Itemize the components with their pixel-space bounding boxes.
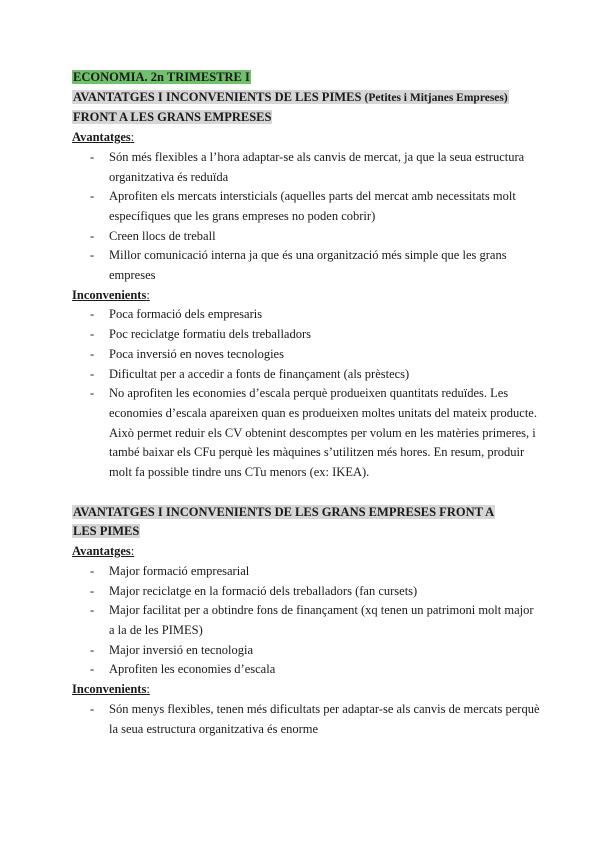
document-title xyxy=(72,68,542,88)
section2-advantages-label: Avantatges: xyxy=(72,544,135,559)
list-item: - Són menys flexibles, tenen més dificultats per adaptar-se als canvis de mercats perquè la seua estructura organitzativa és enorme xyxy=(90,701,540,736)
bullet-dash: - xyxy=(90,603,95,618)
bullet-dash: - xyxy=(90,563,95,578)
bullet-dash: - xyxy=(90,189,95,204)
bullet-dash: - xyxy=(90,701,95,716)
list-item: - Dificultat per a accedir a fonts de finançament (als prèstecs) xyxy=(72,365,542,385)
list-item: - Aprofiten les economies d’escala xyxy=(72,660,542,680)
bullet-dash: - xyxy=(90,307,95,322)
section1-heading xyxy=(72,88,542,128)
bullet-dash: - xyxy=(90,386,95,401)
section1-disadvantages-list xyxy=(72,305,542,482)
list-item: - Són més flexibles a l’hora adaptar-se als canvis de mercat, ja que la seua estructura organitzativa és reduïda xyxy=(90,149,525,184)
section1-heading-highlight xyxy=(72,90,509,104)
bullet-dash: - xyxy=(90,662,95,677)
bullet-dash: - xyxy=(90,366,95,381)
section1-disadvantages-label: Inconvenients: xyxy=(72,287,150,302)
section2-disadvantages-list xyxy=(72,700,542,739)
list-item: - Major reciclatge en la formació dels treballadors (fan cursets) xyxy=(72,582,542,602)
title-highlight: ECONOMIA. 2n TRIMESTRE I xyxy=(73,70,250,84)
section1-heading-main: AVANTATGES I INCONVENIENTS DE LES PIMES xyxy=(73,89,362,104)
section2-heading-line1: AVANTATGES I INCONVENIENTS DE LES GRANS EMPRESES FRONT A xyxy=(73,504,495,519)
bullet-dash: - xyxy=(90,149,95,164)
bullet-dash: - xyxy=(90,583,95,598)
list-item: - Poca formació dels empresaris xyxy=(72,305,542,325)
section-spacer xyxy=(72,483,542,503)
list-item: - Poca inversió en noves tecnologies xyxy=(72,345,542,365)
section1-heading-cont: FRONT A LES GRANS EMPRESES xyxy=(73,110,272,125)
document-page xyxy=(72,68,542,739)
bullet-dash: - xyxy=(90,248,95,263)
list-item: - Major formació empresarial xyxy=(72,562,542,582)
list-item: - Aprofiten els mercats intersticials (aquelles parts del mercat amb necessitats molt específiques que les grans empreses no poden cobrir) xyxy=(90,189,516,223)
list-item: - Major inversió en tecnologia xyxy=(72,641,542,661)
bullet-dash: - xyxy=(90,642,95,657)
bullet-dash: - xyxy=(90,228,95,243)
section2-advantages-list xyxy=(72,562,542,680)
list-item: - Millor comunicació interna ja que és una organització més simple que les grans empreses xyxy=(90,248,507,283)
section2-heading xyxy=(72,503,542,542)
section2-heading-line2: LES PIMES xyxy=(73,524,140,539)
list-item: - Creen llocs de treball xyxy=(72,227,542,247)
section2-disadvantages-label: Inconvenients: xyxy=(72,682,150,697)
bullet-dash: - xyxy=(90,327,95,342)
list-item: - Poc reciclatge formatiu dels treballadors xyxy=(72,325,542,345)
bullet-dash: - xyxy=(90,346,95,361)
section1-heading-sub: (Petites i Mitjanes Empreses) xyxy=(364,91,508,104)
list-item: - No aprofiten les economies d’escala perquè produeixen quantitats reduïdes. Les economies d’escala apareixen quan es produeixen moltes unitats del mateix producte. Això permet reduir els CV obtenint descomptes per volum en les matèries primeres, i també baixar els CFu perquè les màquines s’utilitzen més hores. En resum, produir molt fa possible tindre uns CTu menors (ex: IKEA). xyxy=(90,386,537,480)
section1-advantages-list xyxy=(72,148,542,286)
list-item: - Major facilitat per a obtindre fons de finançament (xq tenen un patrimoni molt major a la de les PIMES) xyxy=(90,603,534,637)
section1-advantages-label: Avantatges: xyxy=(72,130,135,145)
